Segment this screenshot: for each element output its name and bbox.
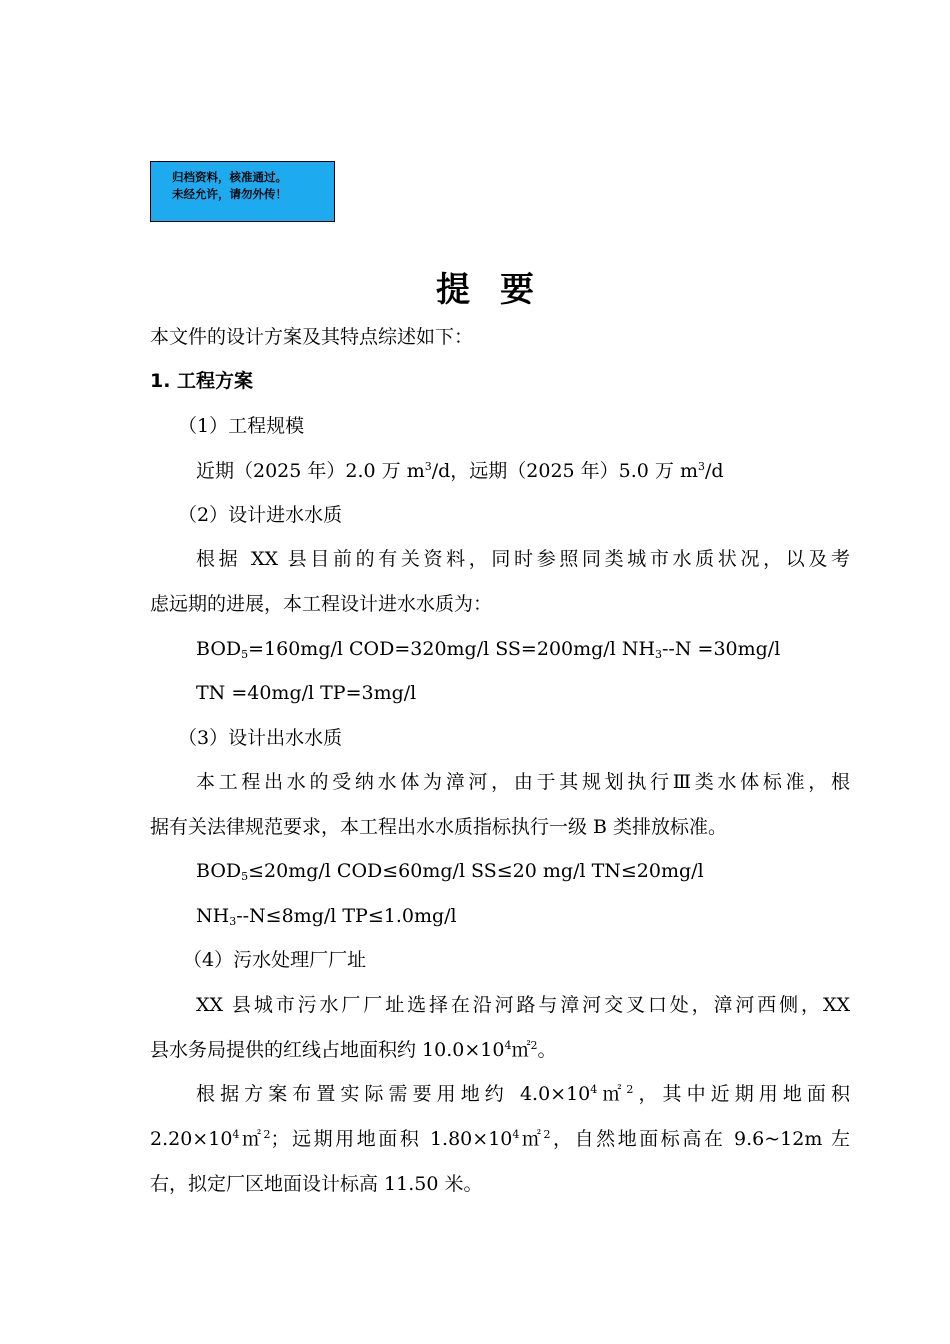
influent-values-row-2: TN =40mg/l TP=3mg/l <box>196 682 417 704</box>
effluent-label: （3）设计出水水质 <box>178 727 343 749</box>
influent-para-line-2: 虑远期的进展，本工程设计进水水质为： <box>150 593 493 615</box>
site-para1-line-1: XX 县城市污水厂厂址选择在沿河路与漳河交叉口处，漳河西侧，XX <box>196 994 850 1016</box>
effluent-para-line-1: 本工程出水的受纳水体为漳河，由于其规划执行Ⅲ类水体标准，根 <box>196 771 850 793</box>
influent-values-row-1: $BOD_5=160mg/l$ COD=320mg/l SS=200mg/l $NH_3--N =30mg/l$ <box>196 638 781 661</box>
site-para1-line-2: 县水务局提供的红线占地面积约 $10.0\times 10^4㎡^2$。 <box>150 1039 557 1061</box>
site-label: （4）污水处理厂厂址 <box>183 949 367 971</box>
effluent-values-row-1: $BOD_5\le 20mg/l$ COD≤60mg/l SS≤20 mg/l TN≤20mg/l <box>196 860 704 883</box>
intro-text: 本文件的设计方案及其特点综述如下： <box>150 326 474 348</box>
archive-stamp <box>150 161 335 222</box>
effluent-values-row-2: $NH_3--N\le 8mg/l$ TP≤1.0mg/l <box>196 905 457 928</box>
site-para2-line-1: 根据方案布置实际需要用地约 $4.0\times 10^4㎡^2$，其中近期用地面积 <box>196 1083 850 1105</box>
influent-label: （2）设计进水水质 <box>178 504 343 526</box>
stamp-line-1: 归档资料，核准通过。 <box>172 170 287 184</box>
site-para2-line-2: $2.20\times 10^4㎡^2$；远期用地面积 $1.80\times 10^4㎡^2$，自然地面标高在 9.6~12m 左 <box>150 1128 850 1150</box>
influent-para-line-1: 根据 XX 县目前的有关资料，同时参照同类城市水质状况，以及考 <box>196 548 850 570</box>
page-title: 提要 <box>436 270 564 310</box>
stamp-line-2: 未经允许，请勿外传！ <box>172 187 287 201</box>
site-para2-line-3: 右，拟定厂区地面设计标高 11.50 米。 <box>150 1173 483 1195</box>
scale-text: 近期（2025 年）2.0 万 $m^3/d$，远期（2025 年）5.0 万 $m^3/d$ <box>196 460 724 482</box>
scale-label: （1）工程规模 <box>178 415 305 437</box>
section-heading: 1. 工程方案 <box>150 370 254 392</box>
effluent-para-line-2: 据有关法律规范要求，本工程出水水质指标执行一级 B 类排放标准。 <box>150 816 728 838</box>
